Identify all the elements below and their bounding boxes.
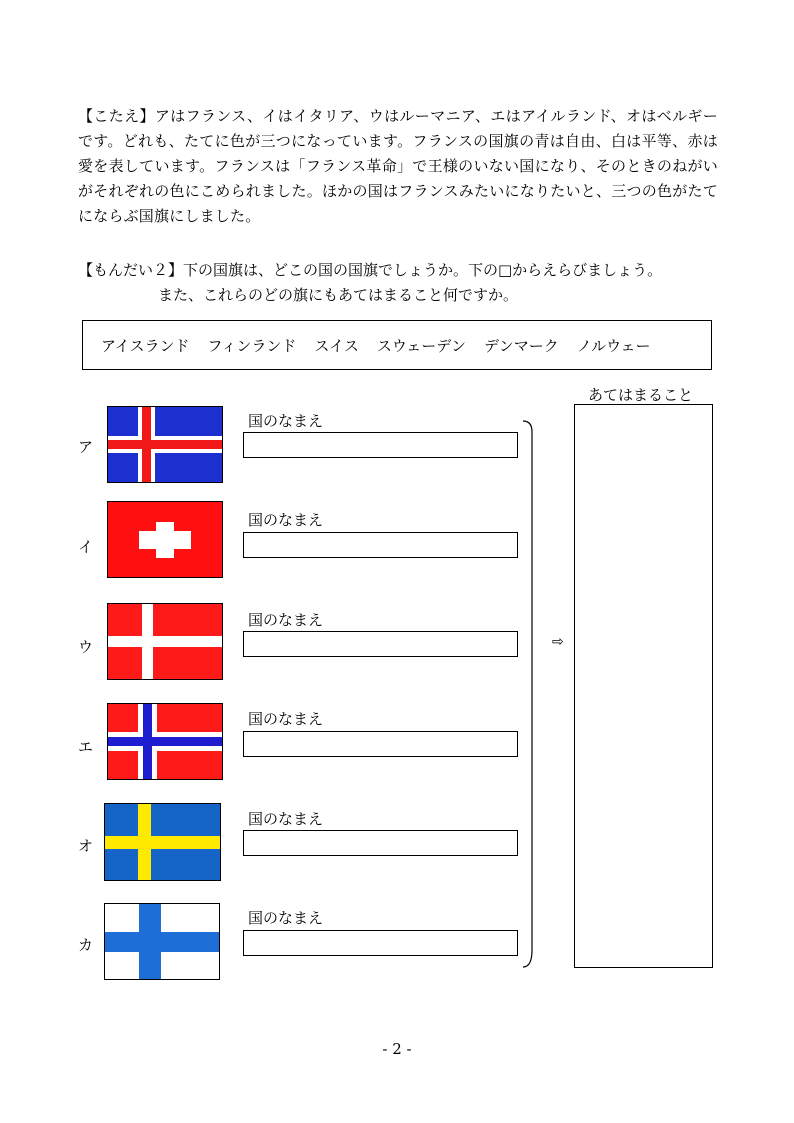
common-feature-label: あてはまること <box>588 386 694 404</box>
country-name-field-ka[interactable] <box>243 930 518 956</box>
country-name-field-i[interactable] <box>243 532 518 558</box>
country-name-field-a[interactable] <box>243 432 518 458</box>
page-number: - 2 - <box>382 1040 412 1058</box>
question-subtitle: また、これらのどの旗にもあてはまること何ですか。 <box>158 286 519 304</box>
iceland-flag-icon <box>107 406 223 483</box>
finland-flag-icon <box>104 903 220 980</box>
country-name-label-i: 国のなまえ <box>248 511 324 529</box>
country-name-label-ka: 国のなまえ <box>248 909 324 927</box>
question-title: 【もんだい２】下の国旗は、どこの国の国旗でしょうか。下の□からえらびましょう。 <box>78 261 663 279</box>
common-feature-answer-box[interactable] <box>574 404 713 968</box>
choice-denmark: デンマーク <box>484 336 559 355</box>
norway-flag-icon <box>107 703 223 780</box>
choice-iceland: アイスランド <box>101 336 190 355</box>
choice-switzerland: スイス <box>314 336 359 355</box>
choices-box <box>82 320 712 370</box>
choice-norway: ノルウェー <box>576 336 651 355</box>
flag-label-i: イ <box>78 538 94 556</box>
answer-paragraph: 【こたえ】アはフランス、イはイタリア、ウはルーマニア、エはアイルランド、オはベルギーです。どれも、たてに色が三つになっています。フランスの国旗の青は自由、白は平等、赤は愛を表しています。フランスは「フランス革命」で王様のいない国になり、そのときのねがいがそれぞれの色にこめられました。ほかの国はフランスみたいになりたいと、三つの色がたてにならぶ国旗にしました。 <box>78 107 718 225</box>
country-name-label-e: 国のなまえ <box>248 710 324 728</box>
grouping-bracket <box>522 420 536 968</box>
flag-label-u: ウ <box>78 638 94 656</box>
country-name-field-e[interactable] <box>243 731 518 757</box>
country-name-label-u: 国のなまえ <box>248 611 324 629</box>
country-name-label-a: 国のなまえ <box>248 412 324 430</box>
flag-label-o: オ <box>78 837 94 855</box>
country-name-field-u[interactable] <box>243 631 518 657</box>
country-name-field-o[interactable] <box>243 830 518 856</box>
flag-label-a: ア <box>78 438 94 456</box>
switzerland-flag-icon <box>107 501 223 578</box>
choice-sweden: スウェーデン <box>376 336 466 355</box>
flag-label-e: エ <box>78 738 94 756</box>
choice-finland: フィンランド <box>207 336 297 355</box>
sweden-flag-icon <box>104 803 221 881</box>
country-name-label-o: 国のなまえ <box>248 810 324 828</box>
denmark-flag-icon <box>107 603 223 680</box>
flag-label-ka: カ <box>78 936 94 954</box>
right-arrow-icon: ⇨ <box>552 634 564 650</box>
